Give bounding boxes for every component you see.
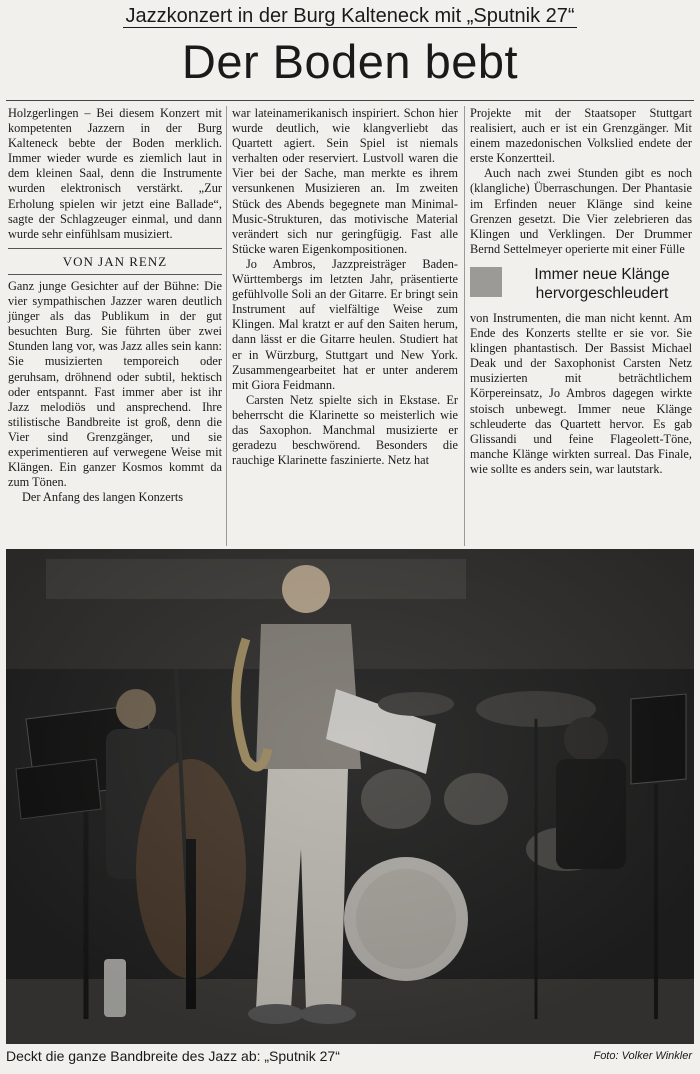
kicker	[0, 4, 700, 28]
concert-photo-illustration	[6, 549, 694, 1044]
kicker-text: Jazzkonzert in der Burg Kalteneck mit „Sputnik 27“	[125, 5, 575, 27]
photo-caption: Deckt die ganze Bandbreite des Jazz ab: „Sputnik 27“	[6, 1048, 340, 1064]
column-divider	[226, 106, 227, 546]
subheading-marker	[470, 267, 502, 297]
article-column-1	[8, 106, 222, 505]
column-divider	[464, 106, 465, 546]
top-rule	[6, 100, 694, 101]
body-paragraph: Projekte mit der Staatsoper Stuttgart realisiert, auch er ist ein Grenzgänger. Mit einem mazedonischen Volkslied endete der erste Konzertteil.	[470, 106, 692, 166]
body-paragraph: war lateinamerikanisch inspiriert. Schon hier wurde deutlich, wie klangverliebt das Quartett agiert. Sein Spiel ist niemals verhalten oder reserviert. Lustvoll waren die Vier bei der Sache, man merkte es ihrem versunkenen Musizieren an. Im zweiten Stück des Abends begegnete man Minimal-Music-Strukturen, das motivische Material verändert sich nur geringfügig. Fast alle Stücke waren Eigenkompositionen.	[232, 106, 458, 256]
byline: VON JAN RENZ	[8, 248, 222, 275]
headline: Der Boden bebt	[181, 35, 519, 88]
body-paragraph: Jo Ambros, Jazzpreisträger Baden-Württembergs im letzten Jahr, präsentierte gefühlvolle Soli an der Gitarre. Er bringt sein Instrument auf vielfältige Weise zum Klingen. Mal kratzt er auf den Saiten herum, dann lässt er die Gitarre heulen. Studiert hat er in Würzburg, Stuttgart und New York. Zusammengearbeitet hat er unter anderem mit Giora Feidmann.	[232, 256, 458, 392]
concert-photo	[6, 549, 694, 1044]
photo-credit: Foto: Volker Winkler	[593, 1050, 692, 1062]
body-paragraph: Ganz junge Gesichter auf der Bühne: Die vier sympathischen Jazzer waren deutlich jünger als das Publikum in der gut besuchten Burg. Sie führten über zwei Stunden lang vor, was Jazz alles sein kann: Sie musizierten temporeich oder geruhsam, dröhnend oder subtil, hektisch oder entspannt. Fast immer aber ist ihr Jazz melodiös und ansprechend. Ihre stilistische Bandbreite ist groß, denn die Vier sind Grenzgänger, und sie experimentieren auf verwegene Weise mit Klängen. Ein ganzer Kosmos kommt da zum Tönen.	[8, 278, 222, 490]
subheading-text: Immer neue Klänge hervorgeschleudert	[534, 265, 670, 302]
body-paragraph: Carsten Netz spielte sich in Ekstase. Er beherrscht die Klarinette so meisterlich wie das Saxophon. Manchmal musizierte er geradezu beschwörend. Besonders die rauchige Klarinette faszinierte. Netz hat	[232, 392, 458, 468]
photo-caption-bar	[6, 1046, 694, 1068]
body-paragraph: Auch nach zwei Stunden gibt es noch (klangliche) Überraschungen. Der Phantasie im Erfinden neuer Klänge sind keine Grenzen gesetzt. Die Vier zelebrieren das Klingen und Verklingen. Der Drummer Bernd Settelmeyer operierte mit einer Fülle	[470, 166, 692, 256]
article-column-3	[470, 106, 692, 477]
body-paragraph: von Instrumenten, die man nicht kennt. Am Ende des Konzerts stellte er sie vor. Sie klingen phantastisch. Der Bassist Michael Deak und der Saxophonist Carsten Netz musizierten mit beträchtlichem Körpereinsatz, Jo Ambros dagegen wirkte stoisch unbewegt. Immer neue Klänge schleuderte das Quartett hervor. Es gab Glissandi und feine Flageolett-Töne, manche Klänge wirkten surreal. Das Finale, wie sollte es anders sein, war lautstark.	[470, 310, 692, 476]
subheading	[470, 265, 692, 303]
article-column-2	[232, 106, 458, 468]
body-paragraph: Der Anfang des langen Konzerts	[22, 490, 184, 505]
lead-paragraph: Holzgerlingen – Bei diesem Konzert mit kompetenten Jazzern in der Burg Kalteneck bebte der Boden merklich. Immer wieder wurde es ziemlich laut in dem kleinen Saal, denn die Instrumente wurden elektronisch verstärkt. „Zur Erholung spielen wir jetzt eine Ballade“, sagte der Schlagzeuger einmal, und dann wurde sehr einfühlsam musiziert.	[8, 106, 222, 241]
